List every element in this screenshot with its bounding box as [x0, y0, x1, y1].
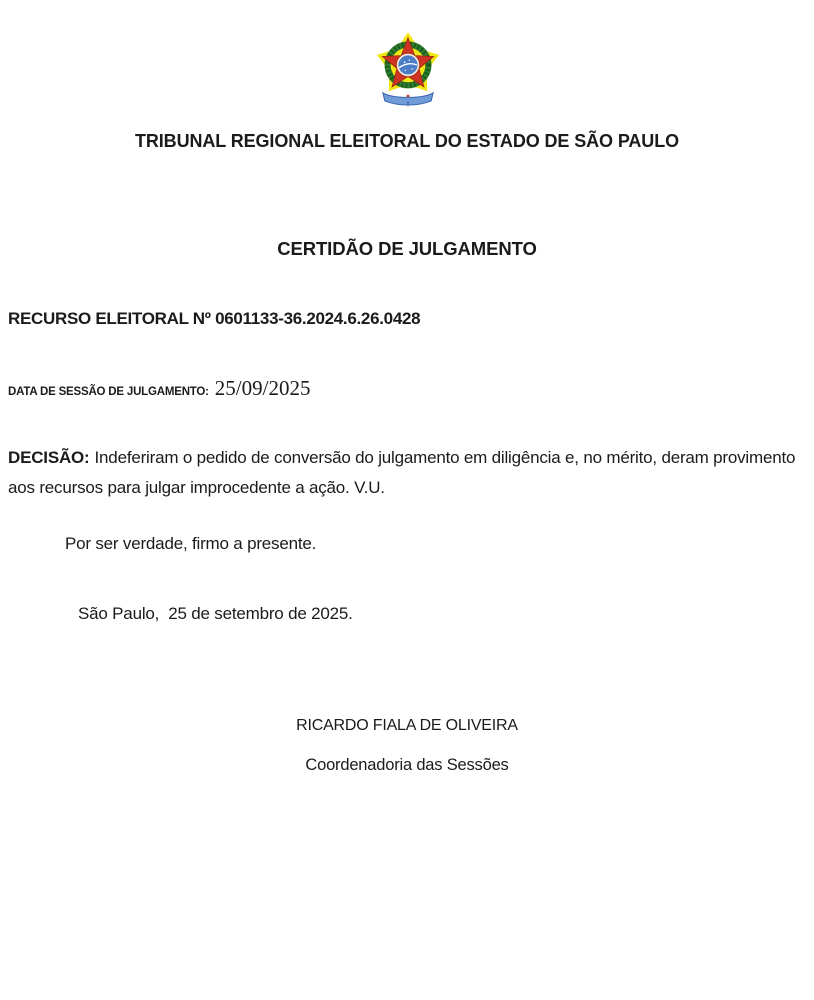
emblem-star-dot	[409, 59, 410, 60]
emblem-star-dot	[411, 68, 412, 69]
brazil-coat-of-arms-icon	[374, 29, 442, 109]
session-date-label: DATA DE SESSÃO DE JULGAMENTO:	[8, 386, 209, 398]
closing-statement: Por ser verdade, firmo a presente.	[65, 534, 317, 553]
emblem-star-dot	[404, 61, 406, 63]
case-number-line: RECURSO ELEITORAL Nº 0601133-36.2024.6.26.0428	[8, 309, 421, 328]
decision-label: DECISÃO:	[8, 448, 90, 467]
session-date-value: 25/09/2025	[214, 376, 311, 400]
decision-paragraph	[8, 443, 807, 502]
signer-office: Coordenadoria das Sessões	[305, 756, 509, 774]
decision-text: Indeferiram o pedido de conversão do julgamento em diligência e, no mérito, deram provimento aos recursos para julgar improcedente a ação. V.U.	[8, 448, 796, 497]
document-title: CERTIDÃO DE JULGAMENTO	[277, 238, 537, 259]
session-date-line	[8, 376, 310, 401]
emblem-star-dot	[405, 70, 406, 71]
place-and-date: São Paulo, 25 de setembro de 2025.	[78, 604, 353, 623]
signer-name: RICARDO FIALA DE OLIVEIRA	[296, 717, 518, 734]
institution-name: TRIBUNAL REGIONAL ELEITORAL DO ESTADO DE SÃO PAULO	[134, 131, 680, 151]
